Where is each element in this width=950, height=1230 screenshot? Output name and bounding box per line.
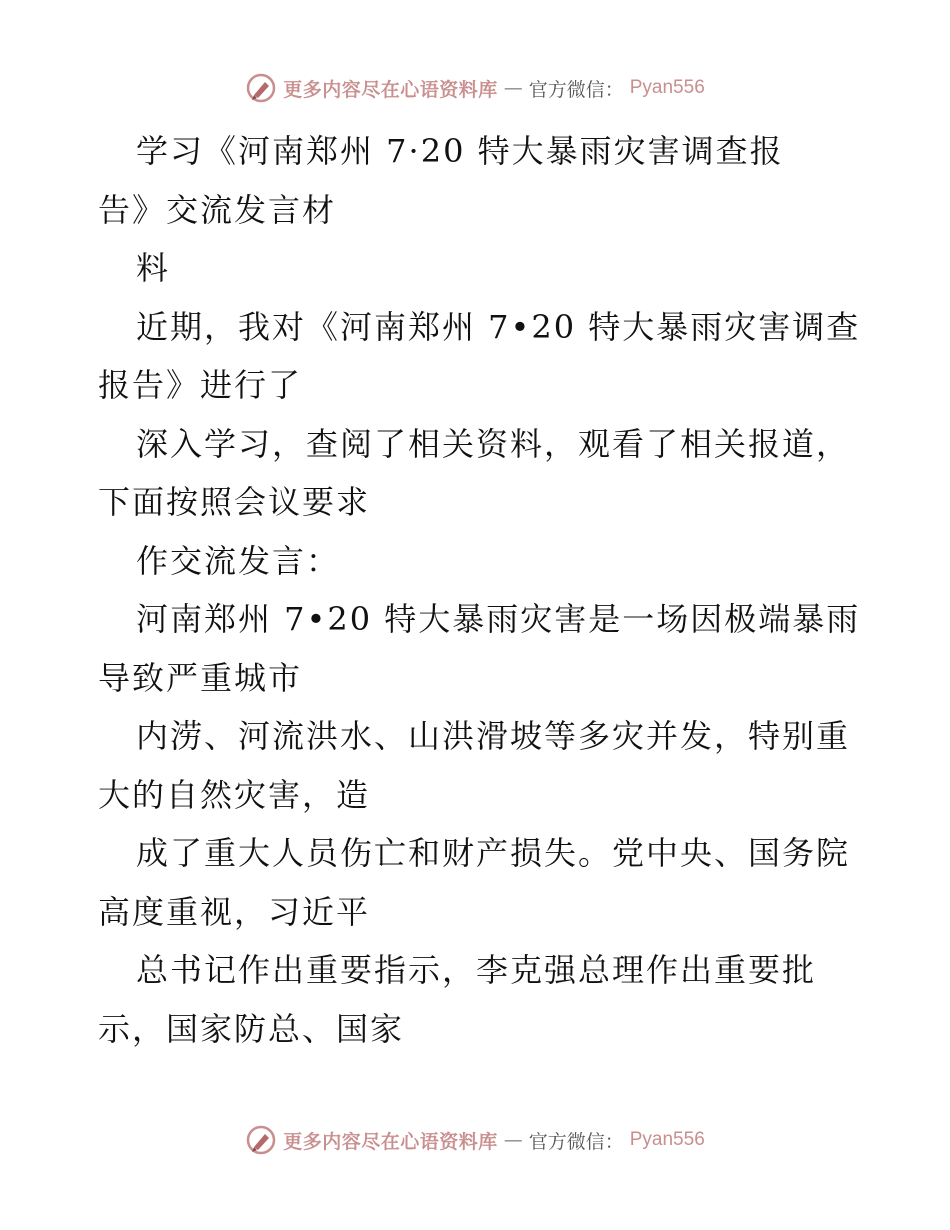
text-line: 深入学习，查阅了相关资料，观看了相关报道， [136, 424, 851, 463]
pen-nib-logo-icon [245, 72, 277, 104]
text-line: 河南郑州 7•20 特大暴雨灾害是一场因极端暴雨 [136, 600, 861, 638]
text-line: 示，国家防总、国家 [98, 1009, 405, 1048]
watermark-wechat-label: 官方微信： [528, 1130, 624, 1153]
text-line: 料 [136, 249, 171, 287]
text-line: 内涝、河流洪水、山洪滑坡等多灾并发，特别重 [136, 717, 851, 755]
watermark-wechat-id: Pyan556 [629, 1129, 705, 1150]
footer-watermark [0, 1124, 950, 1156]
header-watermark [0, 72, 950, 104]
text-line: 总书记作出重要指示，李克强总理作出重要批 [136, 951, 817, 989]
watermark-wechat-label: 官方微信： [528, 78, 624, 101]
watermark-brand: 更多内容尽在心语资料库 [283, 1130, 498, 1153]
watermark-separator: — [503, 1129, 523, 1151]
text-line: 大的自然灾害，造 [98, 775, 371, 814]
text-line: 下面按照会议要求 [98, 483, 371, 521]
watermark-brand: 更多内容尽在心语资料库 [283, 78, 498, 101]
text-line: 成了重大人员伤亡和财产损失。党中央、国务院 [136, 834, 851, 872]
text-line: 高度重视，习近平 [98, 892, 371, 931]
pen-nib-logo-icon [245, 1124, 277, 1156]
text-line: 告》交流发言材 [98, 190, 337, 229]
text-line: 报告》进行了 [98, 366, 303, 404]
document-body [98, 122, 868, 1058]
text-line: 作交流发言： [136, 541, 341, 580]
watermark-wechat-id: Pyan556 [629, 77, 705, 98]
text-line: 导致严重城市 [98, 658, 303, 697]
text-line: 近期，我对《河南郑州 7•20 特大暴雨灾害调查 [136, 307, 861, 346]
watermark-separator: — [503, 77, 523, 99]
text-line: 学习《河南郑州 7·20 特大暴雨灾害调查报 [136, 132, 784, 170]
